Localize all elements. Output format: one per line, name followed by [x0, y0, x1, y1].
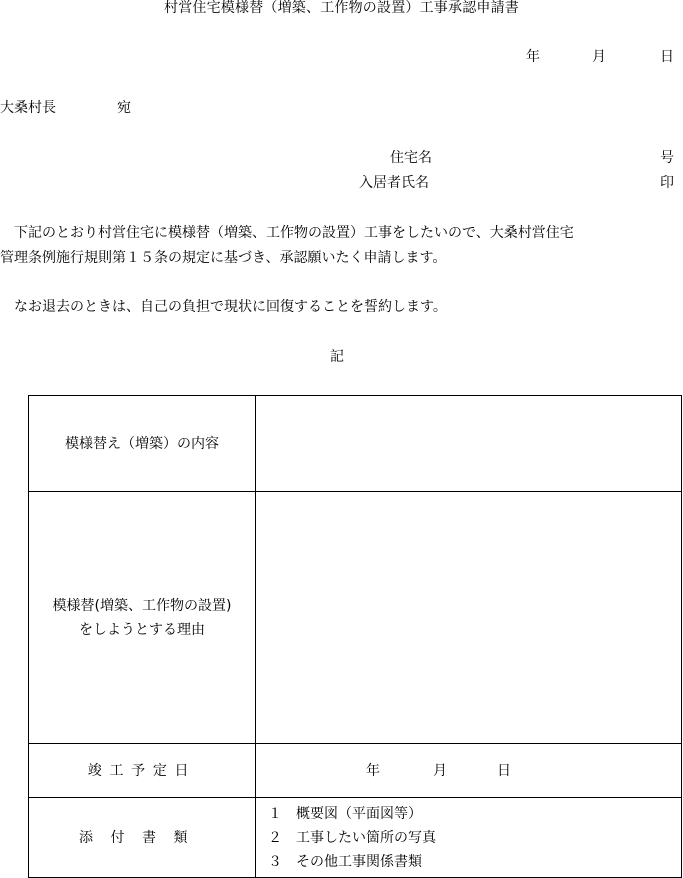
table-row-attachments: [29, 798, 682, 878]
resident-name-label: 入居者氏名: [359, 175, 429, 191]
completion-date-label: 竣工予定日: [29, 744, 256, 798]
table-row-completion: [29, 744, 682, 798]
attachment-item-2: ２ 工事したい箇所の写真: [268, 829, 436, 846]
house-number-suffix: 号: [660, 150, 674, 166]
body-line-3: なお退去のときは、自己の負担で現状に回復することを誓約します。: [0, 299, 447, 315]
attachment-item-3: ３ その他工事関係書類: [268, 853, 422, 870]
remodel-reason-field[interactable]: [256, 492, 682, 744]
body-line-1: 下記のとおり村営住宅に模様替（増築、工作物の設置）工事をしたいので、大桑村営住宅: [0, 225, 574, 241]
table-row-content: [29, 396, 682, 492]
body-line-2: 管理条例施行規則第１５条の規定に基づき、承認願いたく申請します。: [0, 250, 447, 266]
table-row-reason: [29, 492, 682, 744]
date-year: 年: [526, 49, 540, 65]
date-day: 日: [660, 49, 674, 65]
completion-day: 日: [497, 762, 511, 779]
remodel-content-label: 模様替え（増築）の内容: [29, 396, 256, 492]
completion-month: 月: [433, 762, 447, 779]
completion-year: 年: [366, 762, 380, 779]
remodel-reason-label-line1: 模様替(増築、工作物の設置): [52, 597, 232, 614]
attachments-label: 添付書類: [29, 798, 256, 878]
attachment-item-1: １ 概要図（平面図等）: [268, 805, 422, 822]
remodel-content-field[interactable]: [256, 396, 682, 492]
addressee-name: 大桑村長: [0, 100, 56, 116]
ki-heading: 記: [330, 349, 344, 365]
addressee-honorific: 宛: [117, 100, 131, 116]
date-month: 月: [592, 49, 606, 65]
seal-mark: 印: [660, 175, 674, 191]
remodel-reason-label-line2: をしようとする理由: [79, 621, 205, 638]
remodel-reason-label: [29, 492, 256, 744]
completion-date-field[interactable]: [256, 744, 682, 798]
document-title: 村営住宅模様替（増築、工作物の設置）工事承認申請書: [164, 0, 519, 16]
attachments-list: [256, 798, 682, 878]
application-table: [28, 395, 682, 878]
house-name-label: 住宅名: [390, 150, 432, 166]
